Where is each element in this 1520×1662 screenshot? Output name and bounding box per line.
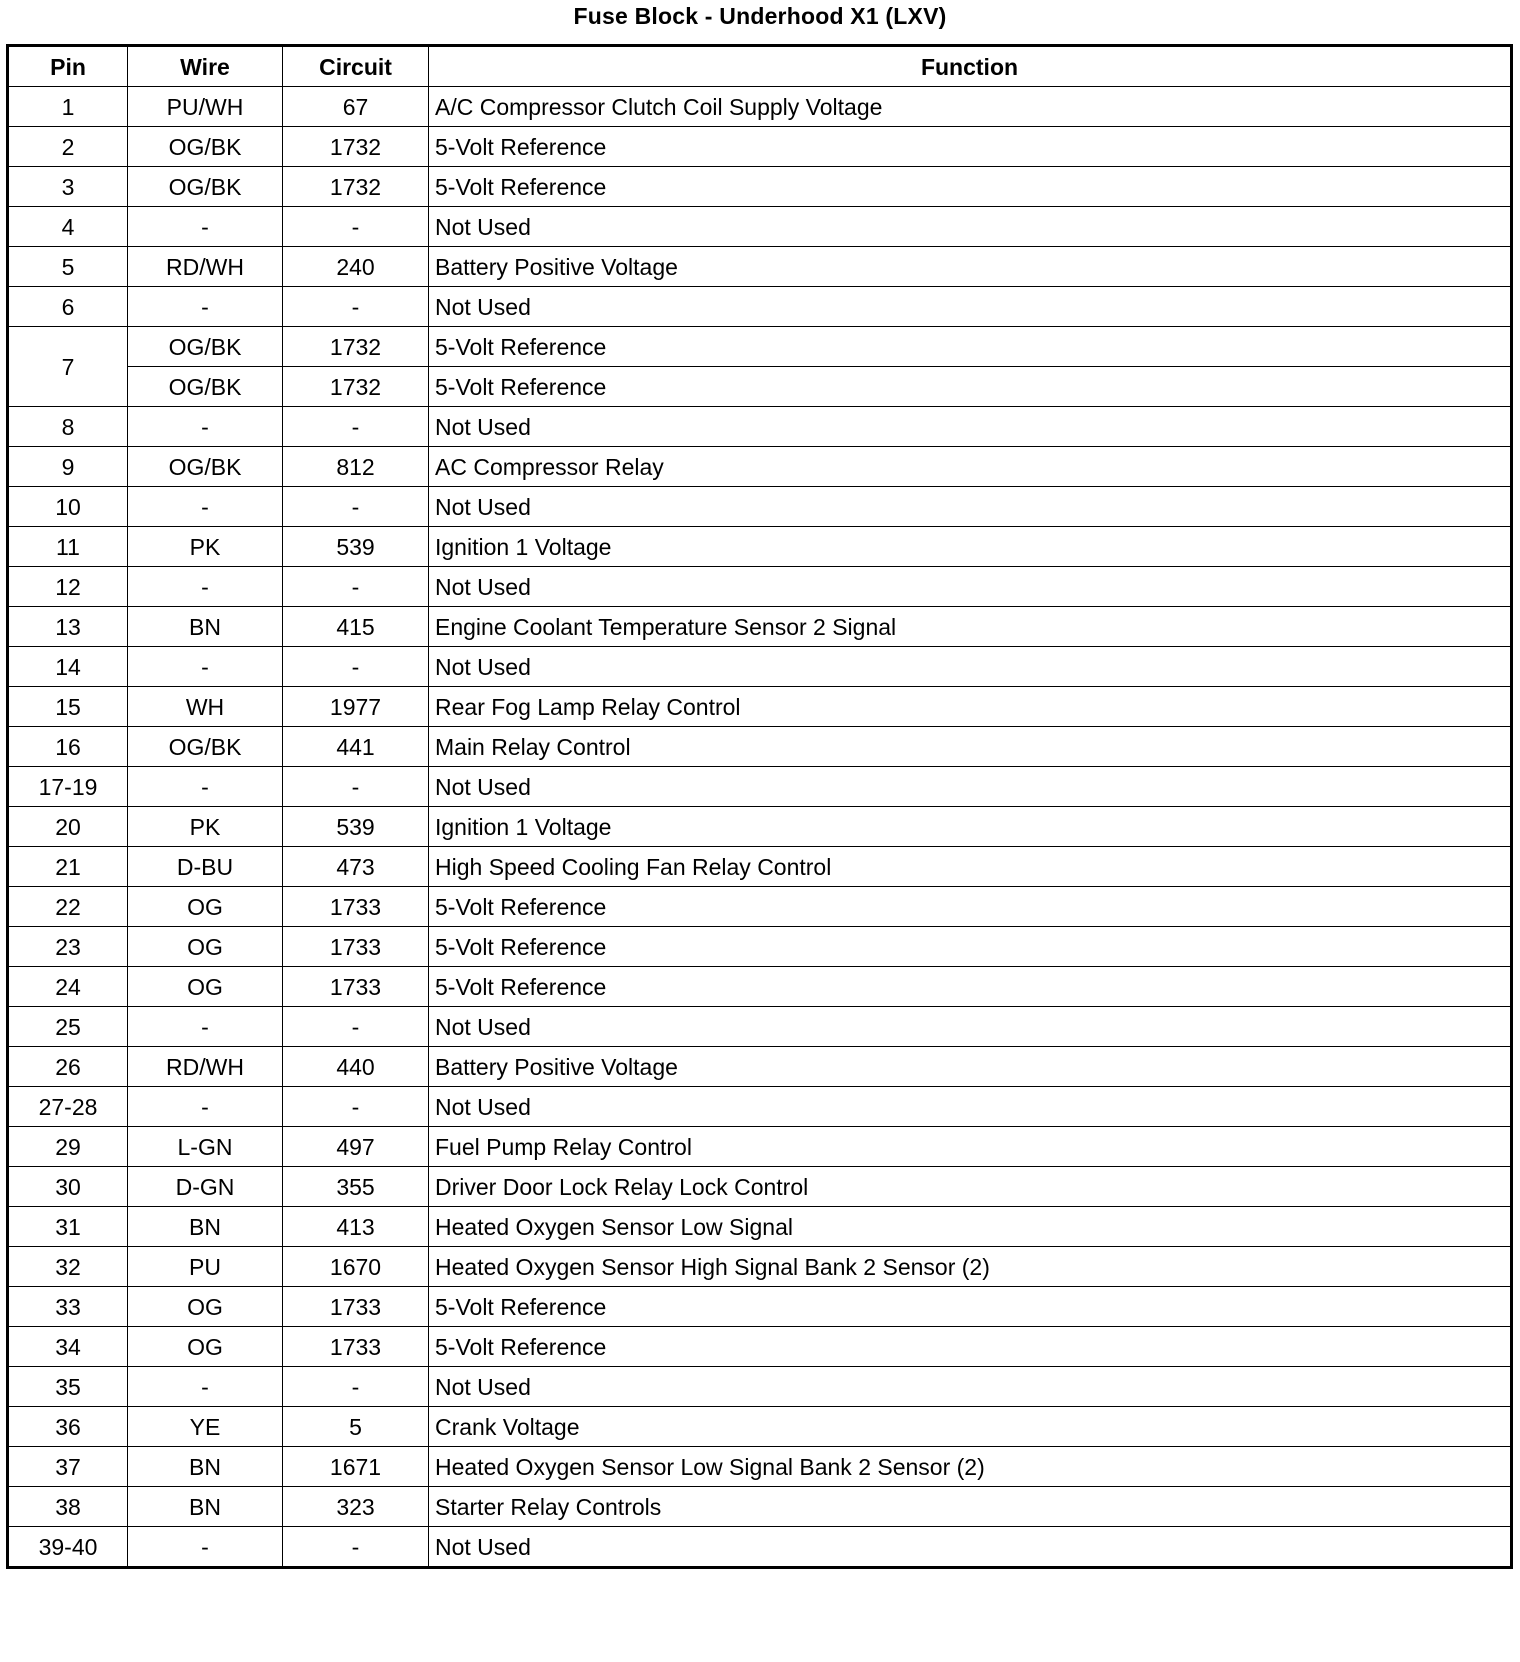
cell-pin: 8: [8, 407, 128, 447]
cell-circuit: 441: [283, 727, 429, 767]
cell-pin: 5: [8, 247, 128, 287]
cell-function: Not Used: [429, 647, 1512, 687]
cell-pin: 39-40: [8, 1527, 128, 1568]
cell-circuit: -: [283, 1367, 429, 1407]
cell-circuit: 1733: [283, 887, 429, 927]
cell-function: 5-Volt Reference: [429, 127, 1512, 167]
table-row: [8, 247, 1512, 287]
cell-function: Driver Door Lock Relay Lock Control: [429, 1167, 1512, 1207]
table-row: [8, 1487, 1512, 1527]
table-row: [8, 767, 1512, 807]
cell-pin: 31: [8, 1207, 128, 1247]
table-row: [8, 1087, 1512, 1127]
cell-wire: D-GN: [128, 1167, 283, 1207]
cell-wire: YE: [128, 1407, 283, 1447]
cell-function: 5-Volt Reference: [429, 367, 1512, 407]
cell-wire: -: [128, 1087, 283, 1127]
table-row: [8, 167, 1512, 207]
header-pin: Pin: [8, 46, 128, 87]
cell-function: Not Used: [429, 767, 1512, 807]
table-row: [8, 967, 1512, 1007]
cell-function: Battery Positive Voltage: [429, 1047, 1512, 1087]
cell-pin: 17-19: [8, 767, 128, 807]
cell-function: Fuel Pump Relay Control: [429, 1127, 1512, 1167]
cell-wire: OG: [128, 1327, 283, 1367]
cell-wire: -: [128, 767, 283, 807]
cell-pin: 11: [8, 527, 128, 567]
cell-wire: -: [128, 487, 283, 527]
cell-wire: BN: [128, 1487, 283, 1527]
table-row: [8, 1407, 1512, 1447]
cell-function: Starter Relay Controls: [429, 1487, 1512, 1527]
cell-function: Ignition 1 Voltage: [429, 527, 1512, 567]
cell-circuit: -: [283, 567, 429, 607]
cell-pin: 13: [8, 607, 128, 647]
cell-function: Rear Fog Lamp Relay Control: [429, 687, 1512, 727]
cell-wire: OG/BK: [128, 367, 283, 407]
header-function: Function: [429, 46, 1512, 87]
cell-wire: RD/WH: [128, 247, 283, 287]
cell-pin: 36: [8, 1407, 128, 1447]
cell-circuit: -: [283, 407, 429, 447]
cell-wire: -: [128, 287, 283, 327]
table-row: [8, 727, 1512, 767]
cell-circuit: 1733: [283, 967, 429, 1007]
table-body: [8, 87, 1512, 1568]
cell-function: AC Compressor Relay: [429, 447, 1512, 487]
table-row: [8, 567, 1512, 607]
table-row: [8, 887, 1512, 927]
cell-wire: OG/BK: [128, 447, 283, 487]
cell-circuit: 1733: [283, 927, 429, 967]
cell-pin: 27-28: [8, 1087, 128, 1127]
cell-circuit: 1732: [283, 127, 429, 167]
header-circuit: Circuit: [283, 46, 429, 87]
cell-function: Not Used: [429, 1367, 1512, 1407]
cell-wire: -: [128, 567, 283, 607]
table-row: [8, 127, 1512, 167]
cell-circuit: 539: [283, 527, 429, 567]
cell-pin: 23: [8, 927, 128, 967]
cell-function: Not Used: [429, 207, 1512, 247]
cell-circuit: 1732: [283, 167, 429, 207]
cell-function: 5-Volt Reference: [429, 887, 1512, 927]
table-row: [8, 367, 1512, 407]
cell-circuit: 1671: [283, 1447, 429, 1487]
table-row: [8, 607, 1512, 647]
cell-wire: OG/BK: [128, 727, 283, 767]
table-row: [8, 1367, 1512, 1407]
table-row: [8, 847, 1512, 887]
cell-function: 5-Volt Reference: [429, 967, 1512, 1007]
cell-circuit: -: [283, 647, 429, 687]
table-row: [8, 807, 1512, 847]
cell-wire: -: [128, 1367, 283, 1407]
cell-function: Not Used: [429, 487, 1512, 527]
table-row: [8, 407, 1512, 447]
table-row: [8, 927, 1512, 967]
cell-wire: OG/BK: [128, 167, 283, 207]
cell-function: 5-Volt Reference: [429, 927, 1512, 967]
table-row: [8, 447, 1512, 487]
cell-circuit: 1977: [283, 687, 429, 727]
cell-wire: L-GN: [128, 1127, 283, 1167]
cell-circuit: 1732: [283, 327, 429, 367]
cell-circuit: 355: [283, 1167, 429, 1207]
cell-circuit: -: [283, 767, 429, 807]
cell-function: 5-Volt Reference: [429, 167, 1512, 207]
cell-function: Crank Voltage: [429, 1407, 1512, 1447]
table-row: [8, 1247, 1512, 1287]
cell-function: High Speed Cooling Fan Relay Control: [429, 847, 1512, 887]
cell-pin: 7: [8, 327, 128, 407]
cell-pin: 1: [8, 87, 128, 127]
header-wire: Wire: [128, 46, 283, 87]
cell-pin: 3: [8, 167, 128, 207]
table-row: [8, 1047, 1512, 1087]
table-header-row: [8, 46, 1512, 87]
cell-circuit: 1732: [283, 367, 429, 407]
cell-pin: 9: [8, 447, 128, 487]
table-row: [8, 647, 1512, 687]
cell-circuit: 413: [283, 1207, 429, 1247]
cell-pin: 4: [8, 207, 128, 247]
table-row: [8, 87, 1512, 127]
cell-function: Not Used: [429, 1007, 1512, 1047]
table-row: [8, 527, 1512, 567]
cell-wire: -: [128, 647, 283, 687]
cell-circuit: 5: [283, 1407, 429, 1447]
cell-circuit: 415: [283, 607, 429, 647]
cell-pin: 16: [8, 727, 128, 767]
cell-pin: 21: [8, 847, 128, 887]
table-row: [8, 1127, 1512, 1167]
cell-function: Not Used: [429, 1527, 1512, 1568]
cell-wire: PK: [128, 807, 283, 847]
cell-function: Not Used: [429, 1087, 1512, 1127]
cell-function: 5-Volt Reference: [429, 1287, 1512, 1327]
table-row: [8, 1287, 1512, 1327]
cell-pin: 22: [8, 887, 128, 927]
table-row: [8, 1447, 1512, 1487]
cell-function: A/C Compressor Clutch Coil Supply Voltage: [429, 87, 1512, 127]
cell-circuit: 1733: [283, 1287, 429, 1327]
cell-function: Not Used: [429, 567, 1512, 607]
cell-wire: -: [128, 407, 283, 447]
cell-wire: OG: [128, 927, 283, 967]
cell-pin: 10: [8, 487, 128, 527]
cell-function: 5-Volt Reference: [429, 1327, 1512, 1367]
page-title: Fuse Block - Underhood X1 (LXV): [573, 3, 947, 29]
cell-wire: OG: [128, 1287, 283, 1327]
cell-pin: 12: [8, 567, 128, 607]
cell-wire: RD/WH: [128, 1047, 283, 1087]
table-row: [8, 327, 1512, 367]
cell-function: Not Used: [429, 407, 1512, 447]
cell-wire: PU: [128, 1247, 283, 1287]
table-row: [8, 487, 1512, 527]
cell-pin: 30: [8, 1167, 128, 1207]
cell-circuit: 440: [283, 1047, 429, 1087]
cell-circuit: -: [283, 207, 429, 247]
cell-function: Heated Oxygen Sensor High Signal Bank 2 Sensor (2): [429, 1247, 1512, 1287]
cell-circuit: 1670: [283, 1247, 429, 1287]
cell-circuit: 497: [283, 1127, 429, 1167]
cell-pin: 14: [8, 647, 128, 687]
cell-circuit: -: [283, 1527, 429, 1568]
cell-wire: OG: [128, 887, 283, 927]
cell-pin: 15: [8, 687, 128, 727]
cell-wire: OG/BK: [128, 127, 283, 167]
cell-pin: 35: [8, 1367, 128, 1407]
cell-circuit: 240: [283, 247, 429, 287]
cell-pin: 34: [8, 1327, 128, 1367]
cell-function: Ignition 1 Voltage: [429, 807, 1512, 847]
cell-wire: OG: [128, 967, 283, 1007]
cell-circuit: -: [283, 287, 429, 327]
cell-pin: 33: [8, 1287, 128, 1327]
cell-function: Not Used: [429, 287, 1512, 327]
table-row: [8, 1007, 1512, 1047]
cell-pin: 25: [8, 1007, 128, 1047]
table-row: [8, 1527, 1512, 1568]
table-row: [8, 207, 1512, 247]
cell-wire: PK: [128, 527, 283, 567]
cell-pin: 6: [8, 287, 128, 327]
cell-wire: -: [128, 1527, 283, 1568]
cell-pin: 29: [8, 1127, 128, 1167]
cell-circuit: 539: [283, 807, 429, 847]
cell-function: Engine Coolant Temperature Sensor 2 Signal: [429, 607, 1512, 647]
cell-wire: OG/BK: [128, 327, 283, 367]
cell-circuit: -: [283, 487, 429, 527]
cell-function: Heated Oxygen Sensor Low Signal Bank 2 Sensor (2): [429, 1447, 1512, 1487]
cell-wire: BN: [128, 607, 283, 647]
cell-wire: -: [128, 1007, 283, 1047]
cell-circuit: 812: [283, 447, 429, 487]
cell-wire: WH: [128, 687, 283, 727]
cell-pin: 37: [8, 1447, 128, 1487]
table-row: [8, 1327, 1512, 1367]
cell-function: Heated Oxygen Sensor Low Signal: [429, 1207, 1512, 1247]
cell-pin: 24: [8, 967, 128, 1007]
table-row: [8, 1167, 1512, 1207]
cell-wire: D-BU: [128, 847, 283, 887]
pinout-table: [6, 44, 1513, 1569]
cell-circuit: 67: [283, 87, 429, 127]
cell-circuit: 323: [283, 1487, 429, 1527]
cell-wire: PU/WH: [128, 87, 283, 127]
cell-function: 5-Volt Reference: [429, 327, 1512, 367]
cell-function: Battery Positive Voltage: [429, 247, 1512, 287]
cell-pin: 26: [8, 1047, 128, 1087]
cell-pin: 20: [8, 807, 128, 847]
cell-wire: BN: [128, 1207, 283, 1247]
cell-circuit: -: [283, 1007, 429, 1047]
cell-pin: 32: [8, 1247, 128, 1287]
cell-circuit: -: [283, 1087, 429, 1127]
cell-function: Main Relay Control: [429, 727, 1512, 767]
table-row: [8, 687, 1512, 727]
cell-wire: -: [128, 207, 283, 247]
table-row: [8, 1207, 1512, 1247]
table-row: [8, 287, 1512, 327]
cell-pin: 38: [8, 1487, 128, 1527]
cell-circuit: 1733: [283, 1327, 429, 1367]
cell-wire: BN: [128, 1447, 283, 1487]
cell-circuit: 473: [283, 847, 429, 887]
cell-pin: 2: [8, 127, 128, 167]
